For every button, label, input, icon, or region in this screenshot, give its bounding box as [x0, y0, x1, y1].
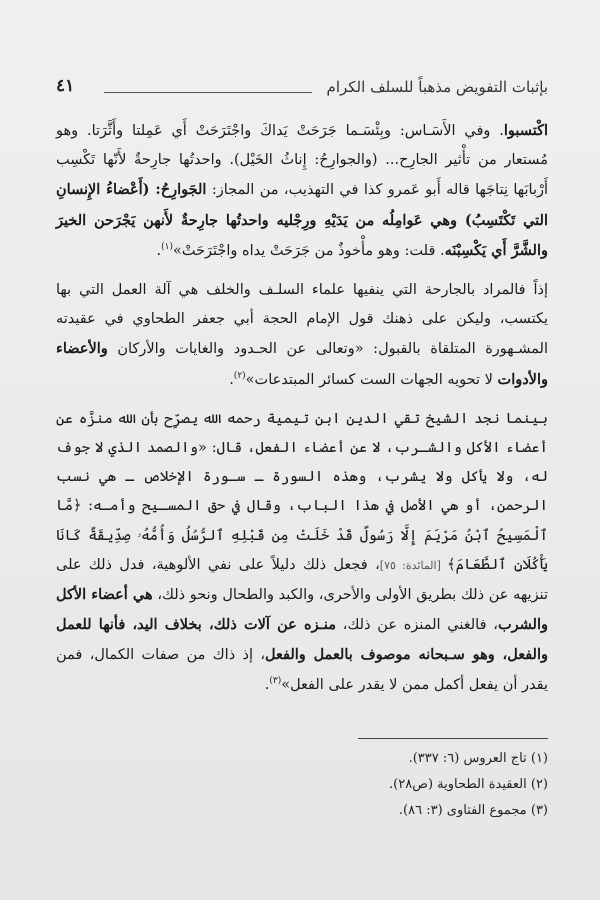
footnote-rule: [358, 738, 548, 739]
text-span: ، فالغني المنزه عن ذلك،: [336, 617, 498, 634]
quran-verse: ﴿مَّا ٱلْمَسِيحُ ٱبْنُ مَرْيَمَ إِلَّا رَسُولٌ قَدْ خَلَتْ مِن قَبْلِهِ ٱلرُّسُلُ وَأُمُّهُۥ صِدِّيقَةٌ كَانَا يَأْكُلَانِ ٱلطَّعَامَ﴾: [56, 498, 548, 573]
footnote-marker: (١): [161, 241, 173, 252]
running-header: [56, 78, 548, 104]
bold-phrase: الجَوارِحُ: (أَعْضاءُ الإِنسانِ التي تَكْتَسِبُ) وهي عَوامِلُه من يَدَيْهِ ورِجْليه واحدتُها جارِحةٌ لأَنهن يَجْرَحن الخيرَ والشَّرَّ أَي يَكْسِبْنَه: [56, 181, 548, 259]
bold-phrase: هي أعضاء الأكل والشرب: [56, 586, 549, 634]
verse-reference: [المائدة: ٧٥]: [379, 558, 448, 572]
main-text: [56, 116, 548, 710]
paragraph-3: بينما نجد الشيخ تقي الدين ابن تيمية رحمه الله يصرِّح بأن الله منزَّه عن أعضاء الأكل والشـرب، لا عن أعضاء الفعل، قال: «والصمد الذي لا جوف له، ولا يأكل ولا يشرب، وهذه السورة ـ سـورة الإخلاص ـ هي نسب الرحمن، أو هي الأصل في هذا الباب، وقال في حق المسـيح وأمـه: ﴿مَّا ٱلْمَسِيحُ ٱبْنُ مَرْيَمَ إِلَّا رَسُولٌ قَدْ خَلَتْ مِن قَبْلِهِ ٱلرُّسُلُ وَأُمُّهُۥ صِدِّيقَةٌ كَانَا يَأْكُلَانِ ٱلطَّعَامَ﴾ [المائدة: ٧٥]، فجعل ذلك دليلاً على نفي الألوهية، فدل ذلك على تنزيهه عن ذلك بطريق الأولى والأحرى، والكبد والطحال ونحو ذلك، هي أعضاء الأكل والشرب، فالغني المنزه عن ذلك، منـزه عن آلات ذلك، بخلاف اليد، فأنها للعمل والفعل، وهو سـبحانه موصوف بالعمل والفعل، إذ ذاك من صفات الكمال، فمن يقدر أن يفعل أكمل ممن لا يقدر على الفعل»$^{(٣)}$.: [56, 410, 549, 693]
bold-phrase: منـزه عن آلات ذلك، بخلاف اليد، فأنها للعمل والفعل، وهو سـبحانه موصوف بالعمل والفعل: [56, 616, 548, 664]
bold-phrase: اكْتسبوا: [503, 122, 548, 139]
text-span: لا تحويه الجهات الست كسائر المبتدعات»: [245, 371, 498, 388]
text-span: ، إذ ذاك من صفات الكمال، فمن يقدر أن يفعل أكمل ممن لا يقدر على الفعل»: [56, 647, 548, 693]
text-span: . قلت: وهو مأْخوذٌ من جَرَحَتْ يداه واجْتَرَحَتْ»: [172, 242, 445, 259]
footnote-1: (١) تاج العروس (٦: ٣٣٧).: [408, 751, 548, 766]
text-span: بينما نجد الشيخ تقي الدين ابن تيمية رحمه الله يصرِّح بأن الله منزَّه عن أعضاء الأكل والشـرب، لا عن أعضاء الفعل، قال: «والصمد الذي لا جوف له، ولا يأكل ولا يشرب، وهذه السورة ـ سـورة الإخلاص ـ هي نسب الرحمن، أو هي الأصل في هذا الباب، وقال في حق المسـيح وأمـه:: [56, 410, 548, 515]
header-rule: [104, 92, 312, 93]
footnotes: [56, 746, 548, 824]
text-span: . وفي الأَسَـاس: وبِئْسَـما جَرَحَتْ يَداكَ واجْتَرَحَتْ أَي عَمِلتا وأَثَّرَتا. وهو مُستعار من تأْثير الجارِح... (والجوارِحُ: إِناثُ الخَيْل). واحدتُها جارِحةٌ لأَنّها تَكْسِب أَرْبابَها نِتاجَها قاله أَبو عَمرو كذا في التهذيب، من المجاز:: [56, 123, 549, 199]
footnote-2: (٢) العقيدة الطحاوية (ص٢٨).: [389, 777, 548, 792]
footnote-3: (٣) مجموع الفتاوى (٣: ٨٦).: [398, 803, 548, 818]
paragraph-2: إذاً فالمراد بالجارحة التي ينفيها علماء السلـف والخلف هي آلة العمل التي بها يكتسب، وليكن على ذهنك قول الإمام الحجة أبي جعفر الطحاوي في عقيدته المشـهورة المتلقاة بالقبول: «وتعالى عن الحـدود والغايات والأركان والأعضاء والأدوات لا تحويه الجهات الست كسائر المبتدعات»$^{(٢)}$.: [56, 282, 548, 388]
text-span: ، فجعل ذلك دليلاً على نفي الألوهية، فدل ذلك على تنزيهه عن ذلك بطريق الأولى والأحرى، والكبد والطحال ونحو ذلك،: [56, 556, 548, 604]
text-span: إذاً فالمراد بالجارحة التي ينفيها علماء السلـف والخلف هي آلة العمل التي بها يكتسب، وليكن على ذهنك قول الإمام الحجة أبي جعفر الطحاوي في عقيدته المشـهورة المتلقاة بالقبول: «وتعالى عن الحـدود والغايات والأركان: [56, 282, 548, 358]
page-number: ٤١: [56, 76, 75, 96]
paragraph-1: اكْتسبوا. وفي الأَسَـاس: وبِئْسَـما جَرَحَتْ يَداكَ واجْتَرَحَتْ أَي عَمِلتا وأَثَّرَتا. وهو مُستعار من تأْثير الجارِح... (والجوارِحُ: إِناثُ الخَيْل). واحدتُها جارِحةٌ لأَنّها تَكْسِب أَرْبابَها نِتاجَها قاله أَبو عَمرو كذا في التهذيب، من المجاز: الجَوارِحُ: (أَعْضاءُ الإِنسانِ التي تَكْتَسِبُ) وهي عَوامِلُه من يَدَيْهِ ورِجْليه واحدتُها جارِحةٌ لأَنهن يَجْرَحن الخيرَ والشَّرَّ أَي يَكْسِبْنَه. قلت: وهو مأْخوذٌ من جَرَحَتْ يداه واجْتَرَحَتْ»$^{(١)}$.: [56, 122, 549, 259]
footnote-marker: (٣): [269, 675, 282, 686]
footnote-marker: (٢): [233, 370, 246, 381]
bold-phrase: والأعضاء والأدوات: [56, 340, 548, 388]
running-title: بإثبات التفويض مذهباً للسلف الكرام: [326, 78, 548, 96]
